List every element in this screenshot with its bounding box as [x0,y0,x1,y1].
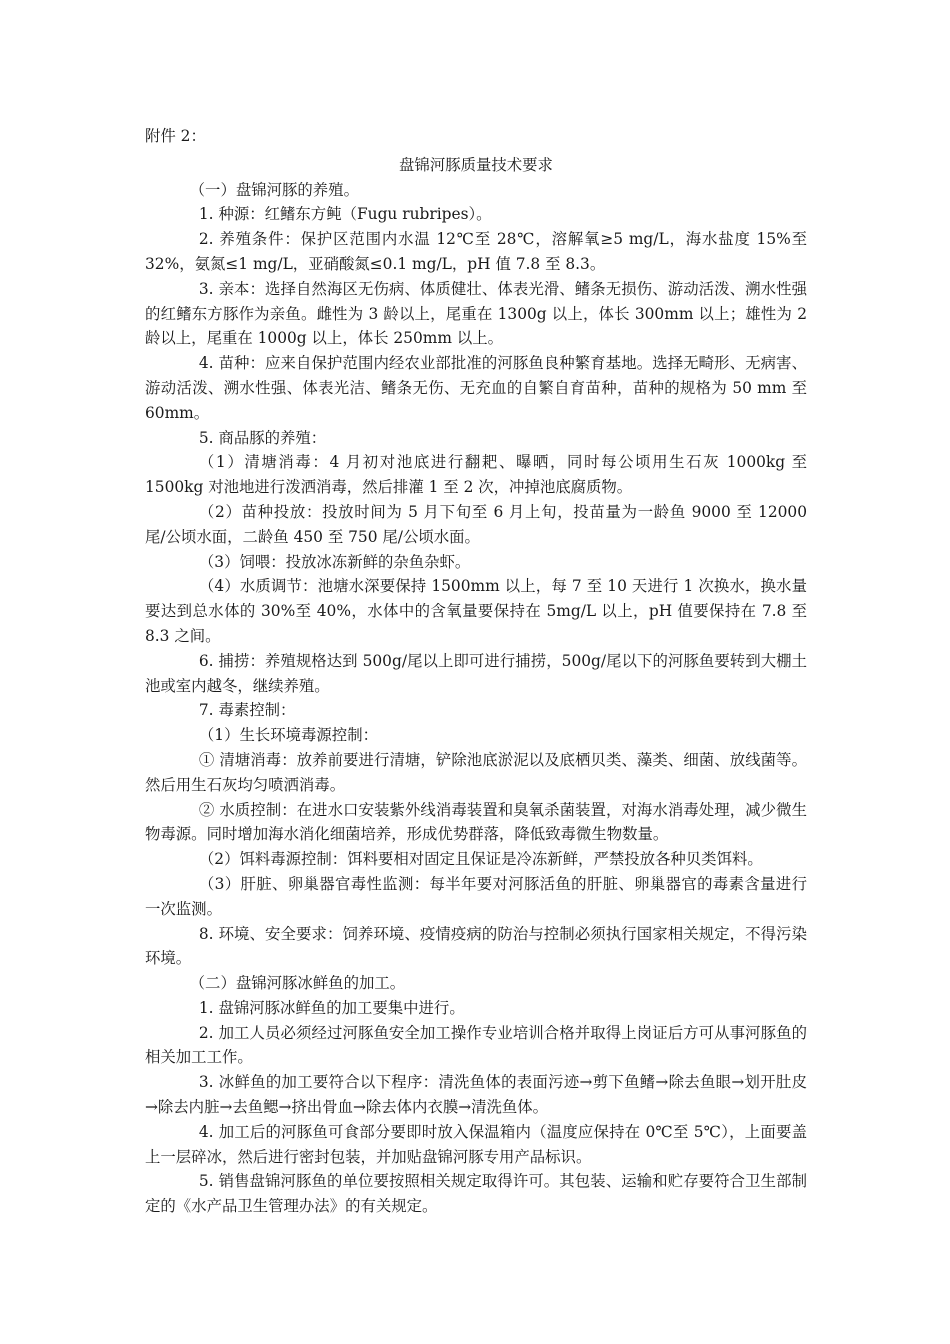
paragraph: （3）饲喂：投放冰冻新鲜的杂鱼杂虾。 [198,552,471,571]
paragraph: 5. 销售盘锦河豚鱼的单位要按照相关规定取得许可。其包装、运输和贮存要符合卫生部制定的《水产品卫生管理办法》的有关规定。 [145,1172,807,1216]
paragraph: 1. 种源：红鳍东方鲀（Fugu rubripes）。 [198,205,492,224]
section-heading-1: （一）盘锦河豚的养殖。 [189,180,359,199]
paragraph: 2. 加工人员必须经过河豚鱼安全加工操作专业培训合格并取得上岗证后方可从事河豚鱼的相关加工工作。 [145,1023,807,1067]
paragraph: ① 清塘消毒：放养前要进行清塘，铲除池底淤泥以及底栖贝类、藻类、细菌、放线菌等。然后用生石灰均匀喷洒消毒。 [145,750,807,794]
paragraph: 3. 亲本：选择自然海区无伤病、体质健壮、体表光滑、鳍条无损伤、游动活泼、溯水性强的红鳍东方豚作为亲鱼。雌性为 3 龄以上，尾重在 1300g 以上，体长 300mm 以上；雄性为 2 龄以上，尾重在 1000g 以上，体长 250mm 以上。 [145,279,807,348]
paragraph: （2）苗种投放：投放时间为 5 月下旬至 6 月上旬，投苗量为一龄鱼 9000 至 12000 尾/公顷水面，二龄鱼 450 至 750 尾/公顷水面。 [145,502,807,546]
paragraph: （1）清塘消毒：4 月初对池底进行翻耙、曝晒，同时每公顷用生石灰 1000kg 至 1500kg 对池地进行泼洒消毒，然后排灌 1 至 2 次，冲掉池底腐质物。 [145,453,807,497]
paragraph: （4）水质调节：池塘水深要保持 1500mm 以上，每 7 至 10 天进行 1 次换水，换水量要达到总水体的 30%至 40%，水体中的含氧量要保持在 5mg/L 以上，pH 值要保持在 7.8 至 8.3 之间。 [145,577,807,645]
paragraph: 7. 毒素控制： [198,701,296,720]
paragraph: （3）肝脏、卵巢器官毒性监测：每半年要对河豚活鱼的肝脏、卵巢器官的毒素含量进行一次监测。 [145,874,807,918]
paragraph: 6. 捕捞：养殖规格达到 500g/尾以上即可进行捕捞，500g/尾以下的河豚鱼要转到大棚土池或室内越冬，继续养殖。 [145,651,807,695]
paragraph: 4. 加工后的河豚鱼可食部分要即时放入保温箱内（温度应保持在 0℃至 5℃），上面要盖上一层碎冰，然后进行密封包装，并加贴盘锦河豚专用产品标识。 [145,1122,807,1166]
section-heading-2: （二）盘锦河豚冰鲜鱼的加工。 [189,974,406,993]
paragraph: 2. 养殖条件：保护区范围内水温 12℃至 28℃，溶解氧≥5 mg/L，海水盐度 15%至 32%，氨氮≤1 mg/L，亚硝酸氮≤0.1 mg/L，pH 值 7.8 至 8.3。 [145,230,807,273]
paragraph: 4. 苗种：应来自保护范围内经农业部批准的河豚鱼良种繁育基地。选择无畸形、无病害、游动活泼、溯水性强、体表光洁、鳍条无伤、无充血的自繁自育苗种，苗种的规格为 50 mm 至 60mm。 [145,354,807,422]
paragraph: 3. 冰鲜鱼的加工要符合以下程序：清洗鱼体的表面污迹→剪下鱼鳍→除去鱼眼→划开肚皮→除去内脏→去鱼鳃→挤出骨血→除去体内衣膜→清洗鱼体。 [145,1073,807,1117]
paragraph: （1）生长环境毒源控制： [198,726,378,745]
paragraph: ② 水质控制：在进水口安装紫外线消毒装置和臭氧杀菌装置，对海水消毒处理，减少微生物毒源。同时增加海水消化细菌培养，形成优势群落，降低致毒微生物数量。 [145,800,807,844]
document-title: 盘锦河豚质量技术要求 [399,155,553,174]
paragraph: 5. 商品豚的养殖： [198,428,327,447]
attachment-label: 附件 2： [145,127,206,145]
paragraph: 8. 环境、安全要求：饲养环境、疫情疫病的防治与控制必须执行国家相关规定，不得污染环境。 [145,924,807,968]
document-page [145,124,807,1219]
paragraph: （2）饵料毒源控制：饵料要相对固定且保证是冷冻新鲜，严禁投放各种贝类饵料。 [198,850,763,869]
paragraph: 1. 盘锦河豚冰鲜鱼的加工要集中进行。 [198,998,465,1017]
